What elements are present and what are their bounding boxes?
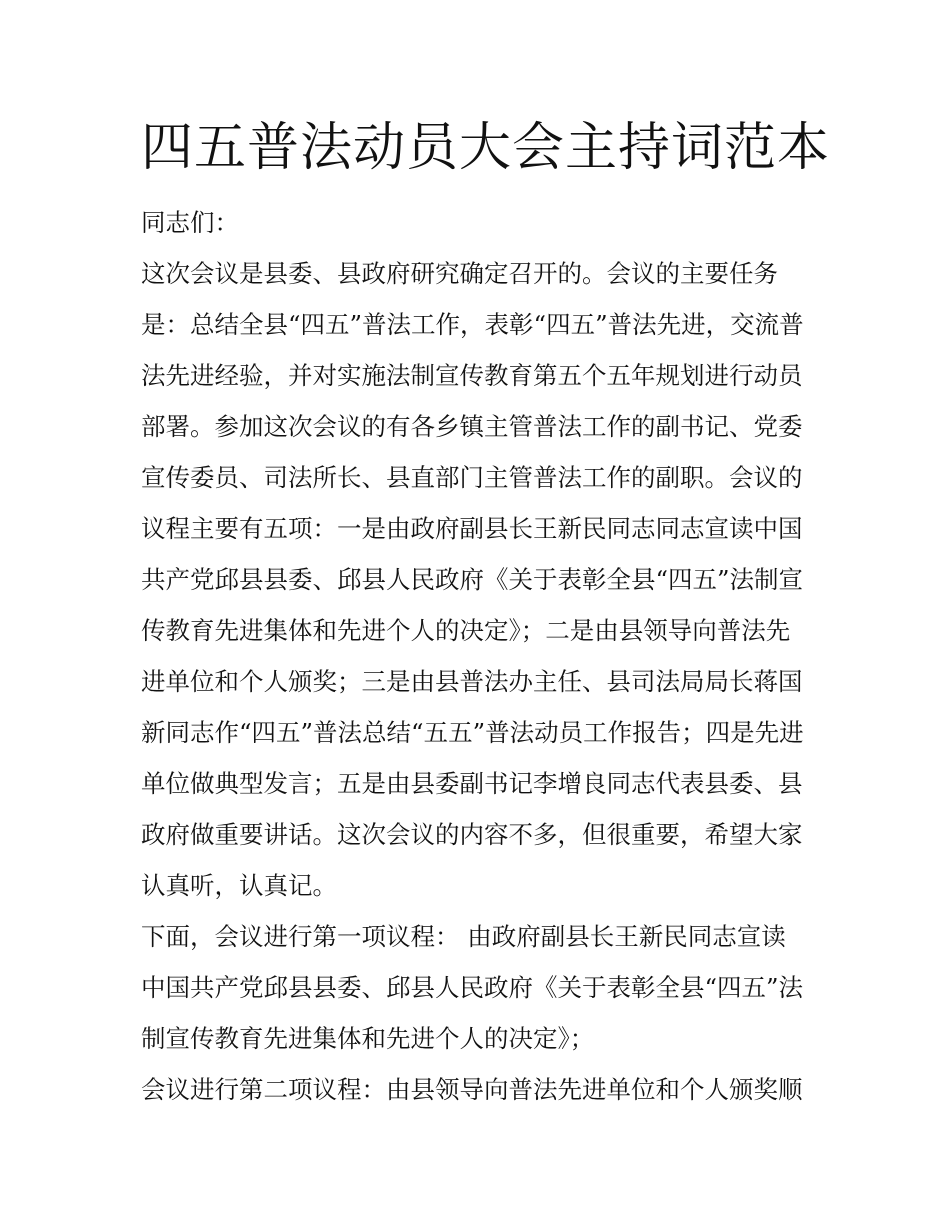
body-line: 进单位和个人颁奖；三是由县普法办主任、县司法局局长蒋国 [141, 667, 803, 696]
body-line: 认真听，认真记。 [141, 871, 337, 900]
body-line: 下面，会议进行第一项议程： 由政府副县长王新民同志宣读 [141, 922, 786, 951]
greeting-line: 同志们： [141, 208, 239, 237]
body-line: 会议进行第二项议程：由县领导向普法先进单位和个人颁奖顺 [141, 1075, 803, 1104]
body-line: 单位做典型发言；五是由县委副书记李增良同志代表县委、县 [141, 769, 803, 798]
body-line: 政府做重要讲话。这次会议的内容不多，但很重要，希望大家 [141, 820, 803, 849]
body-line: 传教育先进集体和先进个人的决定》；二是由县领导向普法先 [141, 616, 791, 645]
body-line: 这次会议是县委、县政府研究确定召开的。会议的主要任务 [141, 259, 778, 288]
body-line: 共产党邱县县委、邱县人民政府《关于表彰全县“四五”法制宣 [141, 565, 804, 594]
body-line: 新同志作“四五”普法总结“五五”普法动员工作报告；四是先进 [141, 718, 804, 747]
body-line: 制宣传教育先进集体和先进个人的决定》； [141, 1024, 595, 1053]
body-line: 部署。参加这次会议的有各乡镇主管普法工作的副书记、党委 [141, 412, 803, 441]
body-line: 是：总结全县“四五”普法工作，表彰“四五”普法先进，交流普 [141, 310, 804, 339]
body-line: 宣传委员、司法所长、县直部门主管普法工作的副职。会议的 [141, 463, 803, 492]
body-line: 议程主要有五项：一是由政府副县长王新民同志同志宣读中国 [141, 514, 803, 543]
body-line: 法先进经验，并对实施法制宣传教育第五个五年规划进行动员 [141, 361, 803, 390]
body-line: 中国共产党邱县县委、邱县人民政府《关于表彰全县“四五”法 [141, 973, 804, 1002]
document-title: 四五普法动员大会主持词范本 [141, 118, 831, 178]
document-body [141, 197, 813, 1115]
